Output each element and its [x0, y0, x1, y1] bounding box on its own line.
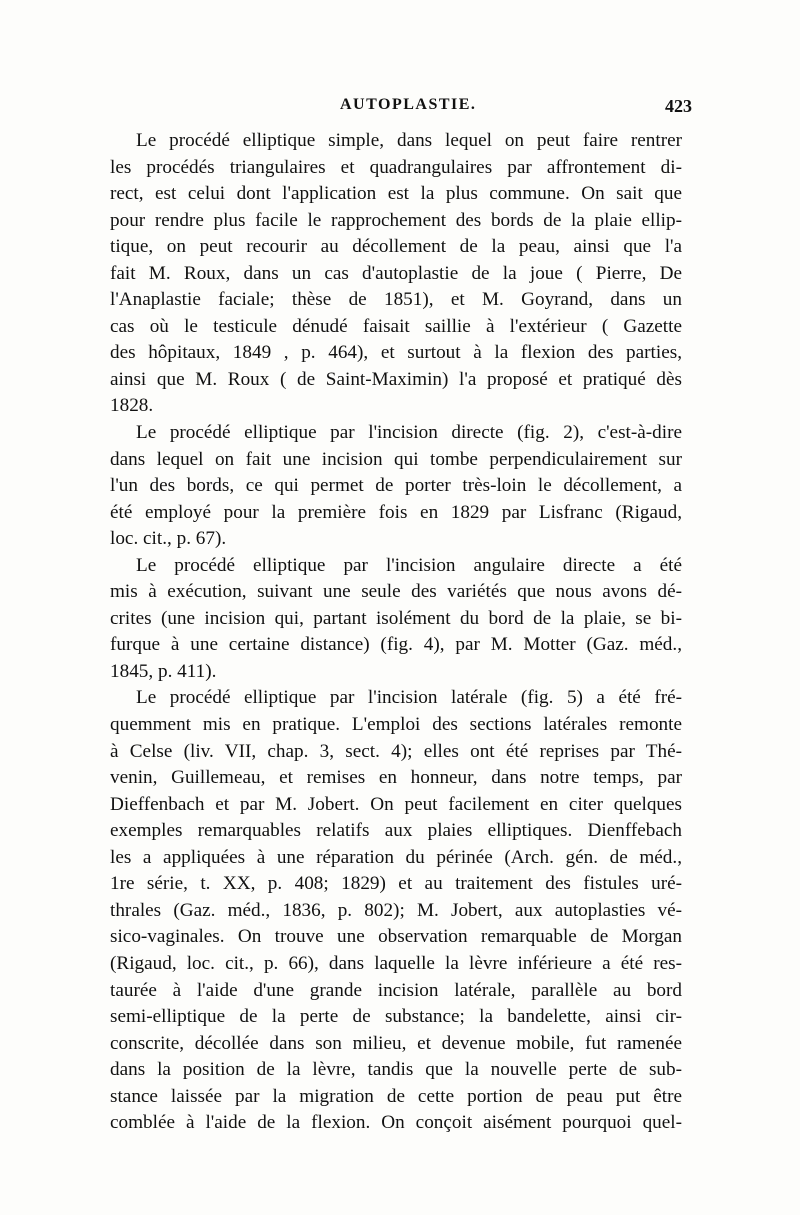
text-line: exemples remarquables relatifs aux plaies elliptiques. Dienffebach — [110, 820, 682, 842]
text-line: 1828. — [110, 395, 154, 417]
paragraph-3 — [110, 553, 682, 686]
body-text — [110, 128, 682, 1137]
text-line: stance laissée par la migration de cette portion de peau put être — [110, 1085, 682, 1107]
text-line: mis à exécution, suivant une seule des variétés que nous avons dé- — [110, 581, 682, 603]
text-line: thrales (Gaz. méd., 1836, p. 802); M. Jobert, aux autoplasties vé- — [110, 899, 682, 921]
text-line: Le procédé elliptique simple, dans lequel on peut faire rentrer — [136, 130, 682, 151]
text-line: des hôpitaux, 1849 , p. 464), et surtout à la flexion des parties, — [110, 342, 682, 364]
page-number: 423 — [665, 96, 692, 116]
text-line: Le procédé elliptique par l'incision directe (fig. 2), c'est-à-dire — [136, 422, 682, 444]
text-line: 1re série, t. XX, p. 408; 1829) et au traitement des fistules uré- — [110, 873, 682, 895]
text-line: été employé pour la première fois en 1829 par Lisfranc (Rigaud, — [110, 501, 682, 523]
text-line: conscrite, décollée dans son milieu, et devenue mobile, fut ramenée — [110, 1032, 682, 1054]
text-line: quemment mis en pratique. L'emploi des sections latérales remonte — [110, 714, 682, 736]
text-line: à Celse (liv. VII, chap. 3, sect. 4); elles ont été reprises par Thé- — [110, 740, 682, 762]
text-line: Le procédé elliptique par l'incision latérale (fig. 5) a été fré- — [136, 687, 682, 709]
text-line: cas où le testicule dénudé faisait saillie à l'extérieur ( Gazette — [110, 315, 682, 337]
text-line: sico-vaginales. On trouve une observation remarquable de Morgan — [110, 926, 682, 948]
text-line: fait M. Roux, dans un cas d'autoplastie de la joue ( Pierre, De — [110, 262, 682, 284]
text-line: Le procédé elliptique par l'incision angulaire directe a été — [136, 554, 682, 576]
text-line: loc. cit., p. 67). — [110, 528, 227, 550]
running-head: AUTOPLASTIE. — [340, 96, 477, 113]
text-line: pour rendre plus facile le rapprochement des bords de la plaie ellip- — [110, 209, 682, 231]
text-line: crites (une incision qui, partant isolément du bord de la plaie, se bi- — [110, 607, 682, 629]
text-line: les procédés triangulaires et quadrangulaires par affrontement di- — [110, 156, 682, 178]
page-header — [110, 96, 692, 122]
text-line: rect, est celui dont l'application est la plus commune. On sait que — [110, 183, 682, 205]
paragraph-1 — [110, 128, 682, 420]
text-line: dans la position de la lèvre, tandis que la nouvelle perte de sub- — [110, 1059, 682, 1081]
text-line: 1845, p. 411). — [110, 660, 217, 682]
text-line: l'Anaplastie faciale; thèse de 1851), et M. Goyrand, dans un — [110, 289, 682, 311]
text-line: les a appliquées à une réparation du périnée (Arch. gén. de méd., — [110, 846, 682, 868]
text-line: tique, on peut recourir au décollement de la peau, ainsi que l'a — [110, 236, 682, 258]
text-line: taurée à l'aide d'une grande incision latérale, parallèle au bord — [110, 979, 682, 1001]
text-line: l'un des bords, ce qui permet de porter très-loin le décollement, a — [110, 475, 682, 497]
text-line: (Rigaud, loc. cit., p. 66), dans laquelle la lèvre inférieure a été res- — [110, 952, 682, 974]
text-line: semi-elliptique de la perte de substance; la bandelette, ainsi cir- — [110, 1006, 682, 1028]
text-line: comblée à l'aide de la flexion. On conçoit aisément pourquoi quel- — [110, 1112, 682, 1134]
paragraph-4 — [110, 685, 682, 1136]
text-line: furque à une certaine distance) (fig. 4), par M. Motter (Gaz. méd., — [110, 634, 682, 656]
text-line: ainsi que M. Roux ( de Saint-Maximin) l'a proposé et pratiqué dès — [110, 368, 682, 390]
text-line: Dieffenbach et par M. Jobert. On peut facilement en citer quelques — [110, 793, 682, 815]
paragraph-2 — [110, 420, 682, 553]
text-line: dans lequel on fait une incision qui tombe perpendiculairement sur — [110, 448, 682, 470]
text-line: venin, Guillemeau, et remises en honneur, dans notre temps, par — [110, 767, 682, 789]
